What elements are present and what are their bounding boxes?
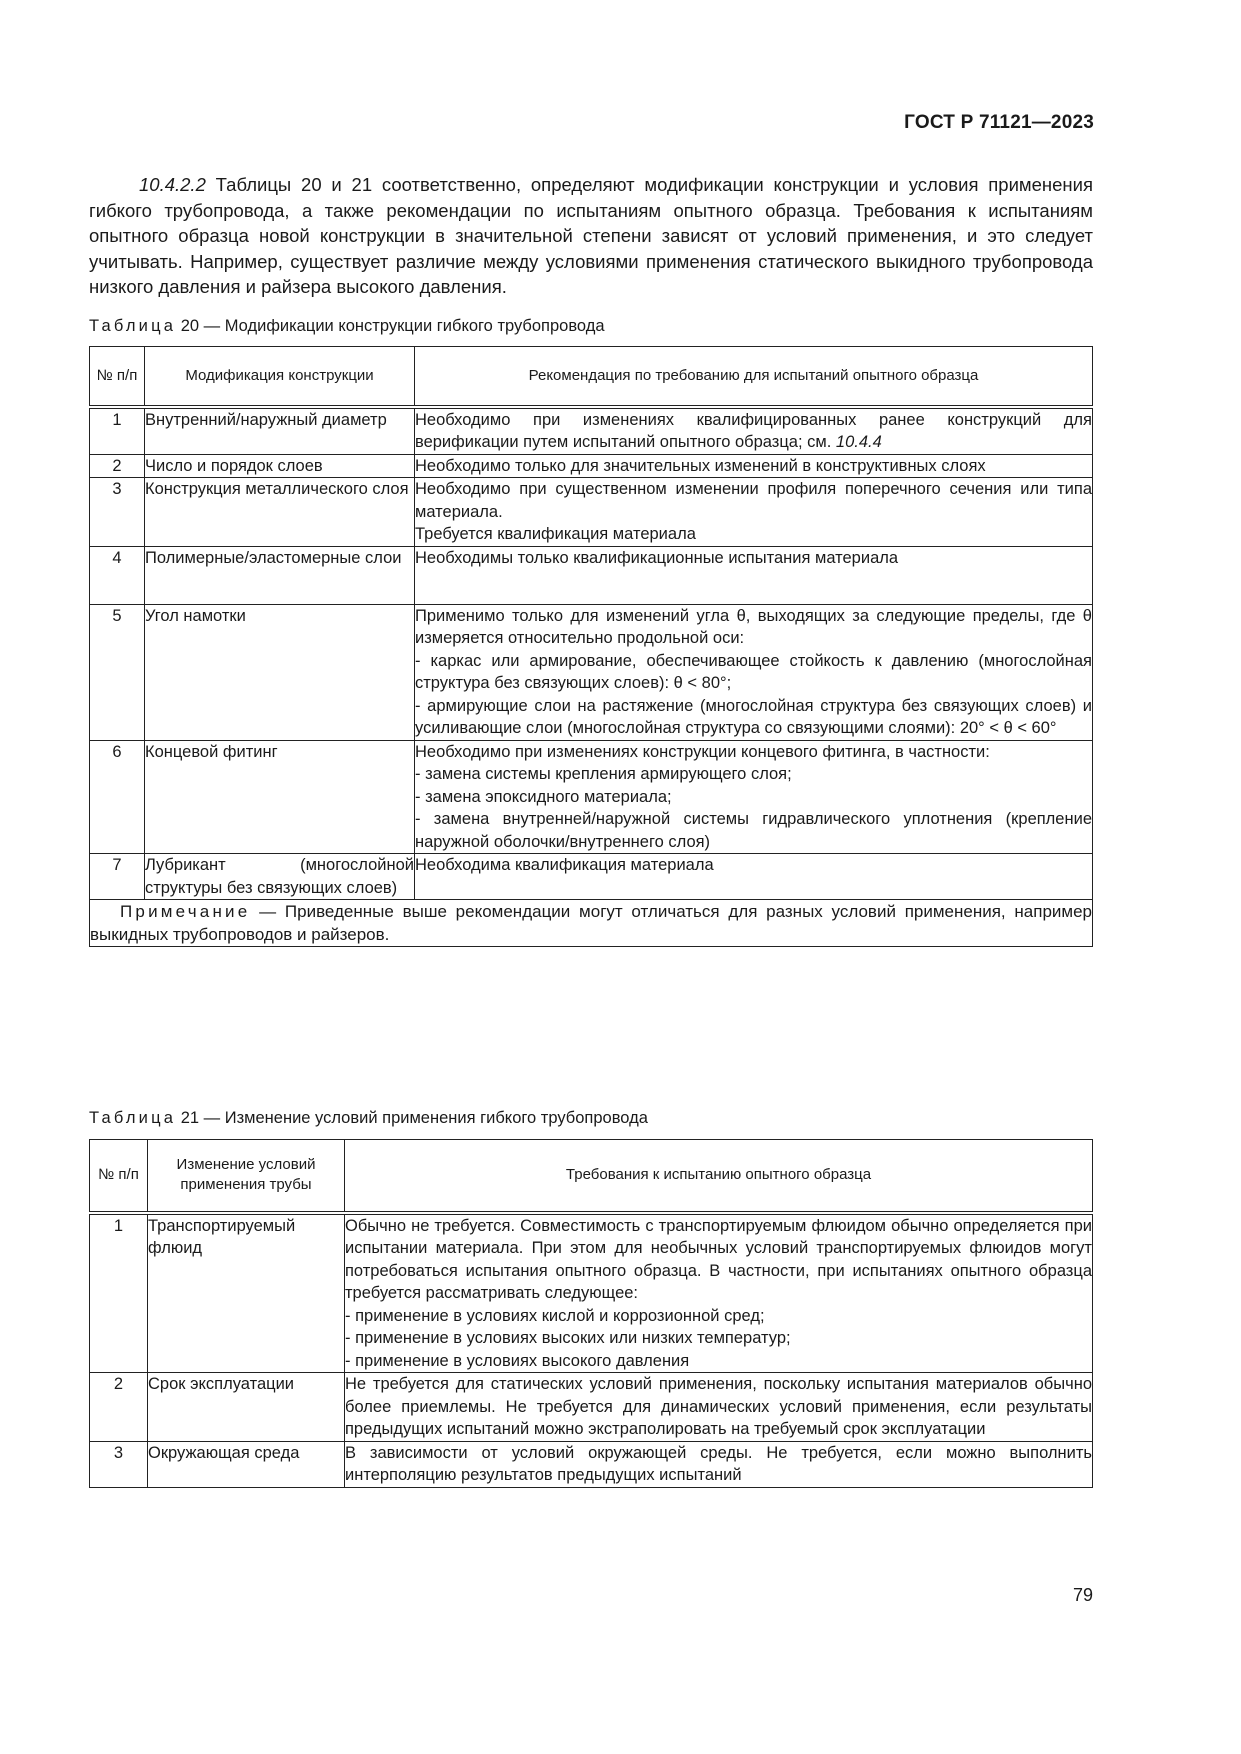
requirements-line: Обычно не требуется. Совместимость с транспортируемым флюидом обычно определяется при испытании материала. При этом для необычных условий транспортируемых флюидов могут потребоваться испытания опытного образца. В частности, при испытаниях опытного образца требуется рассматривать следующее: bbox=[345, 1216, 1092, 1302]
table-20-header-num: № п/п bbox=[90, 347, 145, 407]
modification-cell: Концевой фитинг bbox=[145, 740, 415, 854]
table-row bbox=[90, 740, 1093, 854]
recommendation-line: Необходимо при изменениях конструкции концевого фитинга, в частности: bbox=[415, 742, 990, 761]
condition-cell: Окружающая среда bbox=[148, 1441, 345, 1487]
intro-text: Таблицы 20 и 21 соответственно, определяют модификации конструкции и условия применения гибкого трубопровода, а также рекомендации по испытаниям опытного образца. Требования к испытаниям опытного образца новой конструкции в значительной степени зависят от условий применения, и это следует учитывать. Например, существует различие между условиями применения статического выкидного трубопровода низкого давления и райзера высокого давления. bbox=[89, 174, 1093, 297]
table-21-header-num: № п/п bbox=[90, 1140, 148, 1213]
table-row bbox=[90, 546, 1093, 604]
modification-cell: Лубрикант (многослойной структуры без связующих слоев) bbox=[145, 854, 415, 900]
table-21 bbox=[89, 1139, 1093, 1488]
table-note-row bbox=[90, 900, 1093, 947]
recommendation-line: Необходима квалификация материала bbox=[415, 856, 714, 874]
table-21-caption-label: Таблица bbox=[89, 1109, 177, 1127]
requirements-line: В зависимости от условий окружающей среды. Не требуется, если можно выполнить интерполяцию результатов предыдущих испытаний bbox=[345, 1443, 1092, 1484]
condition-cell: Транспортируемый флюид bbox=[148, 1213, 345, 1373]
recommendation-line: - каркас или армирование, обеспечивающее стойкость к давлению (многослойная структура без связующих слоев): θ < 80°; bbox=[415, 651, 1092, 692]
row-number: 4 bbox=[90, 546, 145, 604]
requirements-line: Не требуется для статических условий применения, поскольку испытания материалов обычно более приемлемы. Не требуется для динамических условий применения, если результаты предыдущих испытаний можно экстраполировать на требуемый срок эксплуатации bbox=[345, 1375, 1092, 1438]
table-row bbox=[90, 854, 1093, 900]
row-number: 7 bbox=[90, 854, 145, 900]
table-21-caption bbox=[89, 1109, 648, 1128]
table-20 bbox=[89, 346, 1093, 947]
table-row bbox=[90, 478, 1093, 547]
table-row bbox=[90, 454, 1093, 478]
clause-number: 10.4.2.2 bbox=[139, 174, 206, 195]
table-note bbox=[90, 900, 1093, 947]
recommendation-line: Требуется квалификация материала bbox=[415, 525, 696, 543]
row-number: 1 bbox=[90, 1213, 148, 1373]
modification-cell: Внутренний/наружный диаметр bbox=[145, 407, 415, 455]
note-label: Примечание bbox=[120, 902, 251, 921]
table-row bbox=[90, 604, 1093, 740]
table-row bbox=[90, 407, 1093, 455]
document-designation: ГОСТ Р 71121—2023 bbox=[904, 112, 1094, 133]
row-number: 3 bbox=[90, 478, 145, 547]
requirements-cell bbox=[345, 1213, 1093, 1373]
requirements-line: - применение в условиях кислой и коррозионной сред; bbox=[345, 1306, 765, 1325]
requirements-cell bbox=[345, 1441, 1093, 1487]
recommendation-cell bbox=[415, 854, 1093, 900]
requirements-line: - применение в условиях высоких или низких температур; bbox=[345, 1329, 791, 1347]
table-20-header-recommendation: Рекомендация по требованию для испытаний опытного образца bbox=[415, 347, 1093, 407]
intro-paragraph bbox=[89, 172, 1093, 300]
table-21-caption-text: 21 — Изменение условий применения гибкого трубопровода bbox=[180, 1109, 648, 1127]
recommendation-cell bbox=[415, 478, 1093, 547]
row-number: 1 bbox=[90, 407, 145, 455]
section-reference: 10.4.4 bbox=[835, 433, 882, 451]
modification-cell: Конструкция металлического слоя bbox=[145, 478, 415, 547]
table-20-caption-text: 20 — Модификации конструкции гибкого трубопровода bbox=[180, 317, 605, 335]
recommendation-cell bbox=[415, 604, 1093, 740]
row-number: 2 bbox=[90, 1373, 148, 1442]
table-20-caption-label: Таблица bbox=[89, 317, 177, 335]
recommendation-line: - замена эпоксидного материала; bbox=[415, 787, 672, 806]
recommendation-text: Необходимо при изменениях квалифицированных ранее конструкций для верификации путем испытаний опытного образца; см. bbox=[415, 410, 1092, 451]
row-number: 2 bbox=[90, 454, 145, 478]
row-number: 3 bbox=[90, 1441, 148, 1487]
recommendation-line: Необходимо при существенном изменении профиля поперечного сечения или типа материала. bbox=[415, 480, 1092, 521]
recommendation-cell bbox=[415, 454, 1093, 478]
condition-cell: Срок эксплуатации bbox=[148, 1373, 345, 1442]
row-number: 5 bbox=[90, 604, 145, 740]
recommendation-line: - замена внутренней/наружной системы гидравлического уплотнения (крепление наружной оболочки/внутреннего слоя) bbox=[415, 810, 1092, 851]
table-row bbox=[90, 1373, 1093, 1442]
table-row bbox=[90, 1441, 1093, 1487]
recommendation-cell bbox=[415, 740, 1093, 854]
table-20-caption bbox=[89, 317, 605, 336]
recommendation-line: Применимо только для изменений угла θ, выходящих за следующие пределы, где θ измеряется относительно продольной оси: bbox=[415, 606, 1092, 647]
page-number: 79 bbox=[1072, 1585, 1093, 1605]
recommendation-line: - замена системы крепления армирующего слоя; bbox=[415, 765, 792, 783]
modification-cell: Полимерные/эластомерные слои bbox=[145, 546, 415, 604]
table-row bbox=[90, 1213, 1093, 1373]
note-text: — Приведенные выше рекомендации могут отличаться для разных условий применения, например выкидных трубопроводов и райзеров. bbox=[90, 902, 1092, 944]
requirements-line: - применение в условиях высокого давления bbox=[345, 1351, 690, 1370]
recommendation-cell bbox=[415, 546, 1093, 604]
recommendation-line: Необходимо только для значительных изменений в конструктивных слоях bbox=[415, 456, 986, 475]
table-21-header-change: Изменение условий применения трубы bbox=[148, 1140, 345, 1213]
requirements-cell bbox=[345, 1373, 1093, 1442]
modification-cell: Число и порядок слоев bbox=[145, 454, 415, 478]
recommendation-line: Необходимы только квалификационные испытания материала bbox=[415, 548, 899, 567]
recommendation-line: - армирующие слои на растяжение (многослойная структура без связующих слоев) и усиливающие слои (многослойная структура со связующими слоями): 20° < θ < 60° bbox=[415, 696, 1092, 737]
modification-cell: Угол намотки bbox=[145, 604, 415, 740]
row-number: 6 bbox=[90, 740, 145, 854]
recommendation-cell bbox=[415, 407, 1093, 455]
table-21-header-requirements: Требования к испытанию опытного образца bbox=[345, 1140, 1093, 1213]
table-20-header-modification: Модификация конструкции bbox=[145, 347, 415, 407]
